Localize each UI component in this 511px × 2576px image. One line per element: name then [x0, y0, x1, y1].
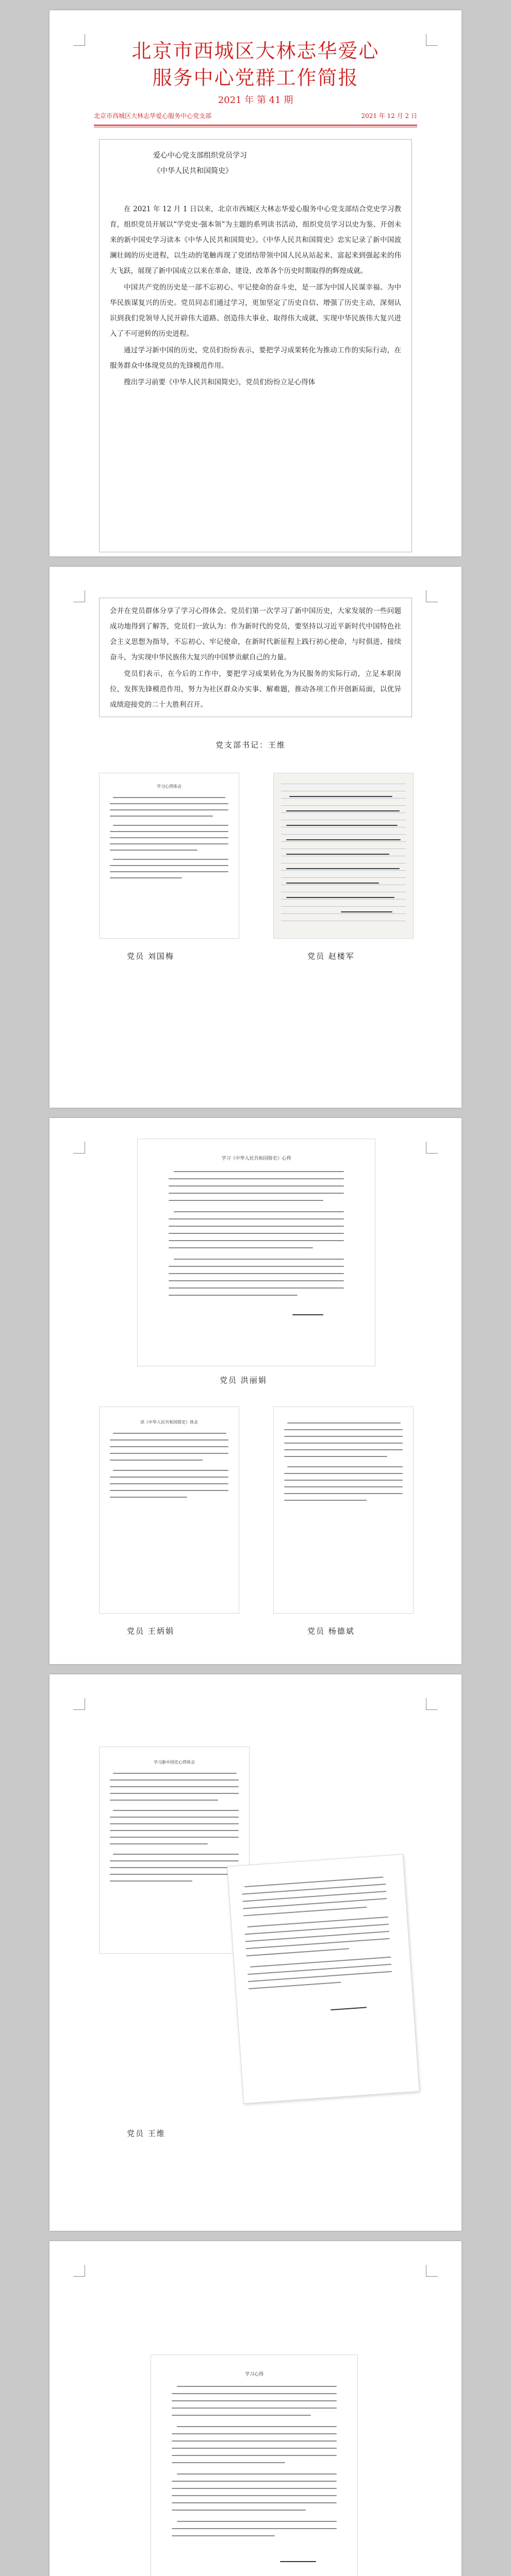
text-line [110, 1800, 218, 1801]
text-line [246, 1948, 349, 1956]
signature-left: 党员 刘国梅 [127, 952, 174, 961]
crop-mark [426, 1142, 438, 1154]
crop-mark [426, 590, 438, 602]
text-line [169, 1287, 344, 1289]
article-paragraph: 党员们表示，在今后的工作中，要把学习成果转化为为民服务的实际行动，立足本职岗位，发挥先锋模范作用，努力为社区群众办实事、解难题，推动各项工作开创新局面，以优异成绩迎接党的二十大胜利召开。 [110, 670, 401, 709]
text-line [172, 2510, 306, 2511]
headline-line-2: 《中华人民共和国简史》 [153, 167, 233, 175]
text-line [169, 1273, 344, 1274]
text-line [110, 1446, 228, 1447]
text-line [110, 1477, 228, 1478]
handwriting-line [286, 883, 379, 884]
text-line [169, 1200, 323, 1201]
text-line [110, 1490, 228, 1491]
text-line [113, 1854, 239, 1855]
signature-left: 党员 王炳娟 [127, 1626, 174, 1636]
text-line [169, 1178, 344, 1179]
text-line [284, 1449, 403, 1450]
text-line [169, 1240, 344, 1241]
text-line [110, 1439, 228, 1440]
text-line [284, 1480, 403, 1481]
text-line [172, 2441, 337, 2442]
article-paragraph: 在 2021 年 12 月 1 日以来，北京市西城区大林志华爱心服务中心党支部结合党史学习教育，组织党员开展以“学党史·强本领”为主题的系列读书活动，组织党员学习以史为鉴、开创未来的新中国史学习读本《中华人民共和国简史》。《中华人民共和国简史》忠实记录了新中国波澜壮阔的历史进程，以生动的笔触再现了党团结带领中国人民从站起来、富起来到强起来的伟大飞跃，展现了新中国成立以来在革命、建设、改革各个历史时期取得的辉煌成就。 [110, 205, 401, 275]
text-line [169, 1185, 344, 1187]
essay-title: 学习新中国史心得体会 [154, 1760, 195, 1765]
handwriting-line [286, 810, 400, 811]
text-line [172, 2408, 337, 2409]
text-line [284, 1486, 403, 1487]
text-line [172, 2393, 337, 2394]
text-line [169, 1233, 344, 1234]
text-line [110, 1837, 239, 1838]
text-line [284, 1473, 403, 1474]
text-line [110, 1497, 187, 1498]
handwriting-line [341, 911, 392, 912]
text-line [110, 843, 228, 844]
handwritten-signature [280, 2561, 316, 2562]
essay-photo-left [99, 1406, 239, 1614]
text-line [110, 1843, 208, 1844]
text-line [172, 2462, 285, 2463]
publish-date: 2021 年 12 月 2 日 [361, 112, 417, 120]
article-paragraph: 中国共产党的历史是一部不忘初心、牢记使命的奋斗史，是一部为中国人民谋幸福、为中华民族谋复兴的历史。党员同志们通过学习，更加坚定了历史自信、增强了历史主动，深刻认识到我们党领导人民开辟伟大道路、创造伟大事业、取得伟大成就，实现中华民族伟大复兴进入了不可逆转的历史进程。 [110, 283, 401, 338]
crop-mark [73, 590, 85, 602]
text-line [172, 2481, 337, 2482]
text-line [110, 1830, 239, 1831]
text-line [169, 1295, 298, 1296]
handwriting-line [286, 897, 394, 898]
handwritten-signature [331, 2007, 367, 2010]
text-line [110, 816, 213, 817]
handwritten-signature [292, 1314, 323, 1315]
page-5 [50, 2241, 461, 2576]
text-line [110, 1880, 192, 1882]
text-line [169, 1218, 344, 1219]
handwriting-line [286, 839, 401, 840]
text-line [172, 2502, 337, 2503]
ruled-paper [281, 784, 406, 928]
text-line [169, 1247, 313, 1248]
text-line [110, 871, 228, 872]
signature-center: 党员 洪丽娟 [220, 1376, 267, 1385]
page-4 [50, 1674, 461, 2231]
text-line [172, 2495, 337, 2496]
text-line [284, 1500, 367, 1501]
article-box [99, 139, 412, 552]
text-line [113, 797, 225, 798]
text-line [110, 1460, 203, 1461]
text-line [284, 1443, 403, 1444]
text-line [243, 1907, 367, 1916]
text-line [169, 1193, 344, 1194]
signature-right: 党员 杨德斌 [307, 1626, 355, 1636]
handwritten-photo-right [273, 773, 414, 939]
article-body-continued [110, 603, 401, 714]
text-line [174, 1171, 344, 1172]
masthead-line-1: 北京市西城区大林志华爱心 [131, 40, 380, 62]
article-body [110, 201, 401, 391]
text-line [169, 1280, 344, 1281]
text-line [110, 1867, 239, 1868]
article-paragraph: 搜出学习前要《中华人民共和国简史》，党员们纷纷立足心得体 [124, 378, 316, 386]
text-line [110, 831, 228, 832]
text-line [284, 1429, 403, 1430]
text-line [110, 1860, 239, 1861]
text-line [177, 2386, 337, 2387]
handwriting-line [289, 796, 392, 797]
text-line [287, 1422, 401, 1423]
article-box-continued [99, 598, 412, 717]
essay-photo-left [99, 773, 239, 939]
essay-title: 学习心得体会 [157, 784, 182, 789]
text-line [172, 2528, 337, 2529]
text-line [110, 1823, 239, 1824]
text-line [172, 2448, 337, 2449]
text-line [174, 1211, 344, 1212]
text-line [110, 850, 197, 851]
text-line [169, 1226, 344, 1227]
text-line [284, 1456, 387, 1457]
text-line [172, 2415, 311, 2416]
text-line [174, 1259, 344, 1260]
page-3 [50, 1118, 461, 1664]
text-line [177, 2426, 337, 2427]
masthead-line-2: 服务中心党群工作简报 [152, 66, 359, 89]
article-paragraph: 通过学习新中国的历史，党员们纷纷表示，要把学习成果转化为推动工作的实际行动，在服务群众中体现党员的先锋模范作用。 [110, 346, 401, 370]
text-line [113, 825, 228, 826]
signature-caption: 党支部书记：王维 [216, 740, 286, 750]
text-line [110, 1786, 239, 1787]
text-line [110, 1483, 228, 1484]
signature-right: 党员 赵楼军 [307, 952, 355, 961]
text-line [177, 2473, 337, 2475]
text-line [172, 2535, 275, 2536]
page-2 [50, 567, 461, 1108]
text-line [110, 1817, 239, 1818]
text-line [113, 1773, 237, 1774]
handwriting-line [286, 854, 389, 855]
text-line [249, 1982, 341, 1989]
issue-number: 2021 年 第 41 期 [218, 95, 293, 106]
red-divider [94, 125, 417, 126]
essay-photo-right [273, 1406, 414, 1614]
text-line [172, 2400, 337, 2401]
page-1 [50, 10, 461, 556]
text-line [113, 1810, 239, 1811]
text-line [284, 1436, 403, 1437]
text-line [287, 1466, 403, 1467]
handwriting-line [286, 825, 398, 826]
signature-left: 党员 王维 [127, 2129, 166, 2138]
text-line [169, 1266, 344, 1267]
text-line [172, 2433, 337, 2434]
text-line [172, 2455, 337, 2456]
text-line [172, 2488, 337, 2489]
text-line [110, 1453, 228, 1454]
text-line [113, 859, 228, 860]
essay-title: 读《中华人民共和国简史》体会 [140, 1420, 198, 1425]
essay-photo-center [137, 1139, 375, 1366]
crop-mark [73, 1698, 85, 1710]
handwriting-line [286, 868, 400, 869]
crop-mark [73, 1142, 85, 1154]
headline-line-1: 爱心中心党支部组织党员学习 [153, 151, 247, 160]
essay-photo-center [151, 2354, 358, 2576]
text-line [110, 837, 228, 838]
article-headline [153, 148, 358, 179]
crop-mark [73, 2265, 85, 2277]
essay-photo-right-rotated [227, 1854, 419, 2104]
crop-mark [426, 1698, 438, 1710]
text-line [110, 865, 228, 866]
text-line [110, 1780, 239, 1781]
text-line [110, 1793, 239, 1794]
text-line [110, 803, 228, 804]
essay-title: 学习心得 [244, 2372, 263, 2377]
crop-mark [426, 2265, 438, 2277]
text-line [284, 1493, 403, 1494]
article-paragraph: 会并在党员群体分享了学习心得体会。党员们第一次学习了新中国历史，大家发展的一些问题成功地得到了解答，党员们一致认为：作为新时代的党员，要坚持以习近平新时代中国特色社会主义思想为指导，不忘初心、牢记使命，在新时代新征程上践行初心使命，与时俱进、接续奋斗，为实现中华民族伟大复兴的中国梦贡献自己的力量。 [110, 607, 401, 662]
text-line [177, 2521, 337, 2522]
text-line [113, 1470, 228, 1471]
essay-photo-left [99, 1747, 250, 1954]
text-line [110, 1874, 239, 1875]
text-line [110, 877, 182, 878]
publisher-name: 北京市西城区大林志华爱心服务中心党支部 [94, 112, 212, 120]
essay-title: 学习《中华人民共和国简史》心得 [221, 1156, 291, 1161]
text-line [113, 1433, 226, 1434]
text-line [110, 809, 228, 810]
